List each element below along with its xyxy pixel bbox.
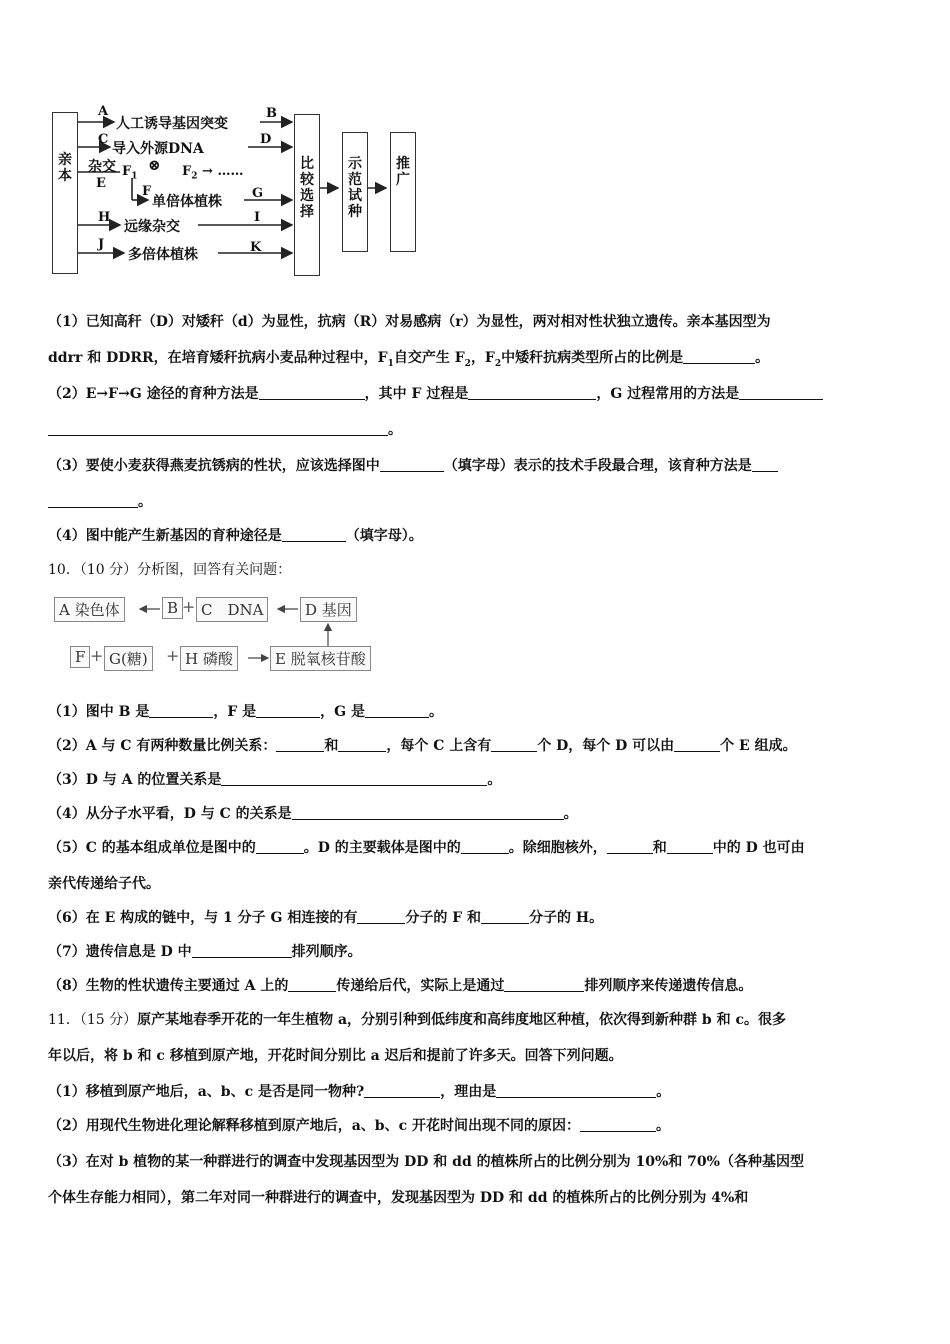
promote-box	[390, 132, 416, 252]
answer-blank[interactable]	[256, 703, 320, 718]
row-polyploid: 多倍体植株	[128, 247, 198, 263]
row-cross: 杂交	[88, 159, 116, 175]
q10-2: （2）A 与 C 有两种数量比例关系： 和 ，每个 C 上含有 个 D，每个 D 可以由 个 E 组成。	[48, 738, 797, 754]
q9-2-line1: （2）E→F→G 途径的育种方法是 ，其中 F 过程是 ，G 过程常用的方法是	[48, 384, 910, 404]
answer-blank[interactable]	[683, 349, 755, 364]
self-cross-symbol: ⊗	[148, 156, 161, 174]
promote-label: 推广	[396, 156, 410, 188]
q11-2: （2）用现代生物进化理论解释移植到原产地后，a、b、c 开花时间出现不同的原因： 。	[48, 1118, 670, 1134]
q10-4: （4）从分子水平看，D 与 C 的关系是 。	[48, 806, 578, 822]
box-a-chromosome: A 染色体	[54, 597, 125, 622]
row-distant-cross: 远缘杂交	[124, 219, 180, 235]
answer-blank[interactable]	[48, 421, 388, 436]
plus-sign: +	[182, 597, 196, 616]
box-b: B	[162, 597, 183, 619]
answer-blank[interactable]	[461, 839, 509, 854]
q11-3-line2: 个体生存能力相同），第二年对同一种群进行的调查中，发现基因型为 DD 和 dd 的植株所占的比例分别为 4%和	[48, 1190, 749, 1206]
answer-blank[interactable]	[491, 737, 537, 752]
breeding-diagram	[48, 100, 428, 280]
letter-e: E	[96, 176, 106, 191]
box-e-deoxynucleotide: E 脱氧核苷酸	[270, 646, 371, 671]
answer-blank[interactable]	[288, 977, 336, 992]
dna-relationship-diagram	[52, 592, 392, 674]
answer-blank[interactable]	[380, 457, 444, 472]
answer-blank[interactable]	[667, 839, 713, 854]
parent-label: 亲本	[58, 152, 72, 184]
letter-g: G	[252, 186, 264, 201]
box-d-gene: D 基因	[300, 597, 357, 622]
letter-d: D	[260, 132, 272, 147]
answer-blank[interactable]	[259, 385, 365, 400]
box-c-dna: C DNA	[196, 597, 268, 622]
answer-blank[interactable]	[496, 1083, 656, 1098]
answer-blank[interactable]	[607, 839, 653, 854]
answer-blank[interactable]	[221, 771, 487, 786]
letter-i: I	[254, 210, 261, 225]
answer-blank[interactable]	[338, 737, 386, 752]
letter-c: C	[98, 132, 109, 147]
answer-blank[interactable]	[149, 703, 213, 718]
letter-f: F	[142, 184, 152, 199]
answer-blank[interactable]	[752, 457, 778, 472]
q9-2-line2: 。	[48, 420, 910, 440]
answer-blank[interactable]	[282, 527, 346, 542]
q10-5: （5）C 的基本组成单位是图中的 。D 的主要载体是图中的 。除细胞核外， 和 中的 D 也可由	[48, 840, 805, 856]
answer-blank[interactable]	[276, 737, 324, 752]
letter-j: J	[98, 237, 105, 252]
box-f: F	[70, 646, 90, 668]
q10-1: （1）图中 B 是 ，F 是 ，G 是 。	[48, 704, 443, 720]
answer-blank[interactable]	[739, 385, 823, 400]
row-haploid: 单倍体植株	[152, 194, 222, 210]
answer-blank[interactable]	[256, 839, 304, 854]
box-g-sugar: G(糖)	[104, 646, 153, 671]
q10-3: （3）D 与 A 的位置关系是 。	[48, 772, 502, 788]
q10-heading: 10．（10 分）分析图，回答有关问题：	[48, 562, 292, 578]
compare-label: 比较选择	[300, 156, 314, 220]
q10-5-cont: 亲代传递给子代。	[48, 876, 160, 892]
q9-3-line2: 。	[48, 492, 910, 512]
answer-blank[interactable]	[357, 909, 405, 924]
q10-6: （6）在 E 构成的链中，与 1 分子 G 相连接的有 分子的 F 和 分子的 H。	[48, 910, 604, 926]
answer-blank[interactable]	[48, 493, 138, 508]
demo-label: 示范试种	[348, 156, 362, 220]
row-f2: $F_2$ → ……	[182, 164, 244, 182]
row-f1: $F_1$	[122, 164, 138, 182]
q11-heading-line2: 年以后，将 b 和 c 移植到原产地，开花时间分别比 a 迟后和提前了许多天。回答下列问题。	[48, 1048, 623, 1064]
q11-1: （1）移植到原产地后，a、b、c 是否是同一物种? ，理由是 。	[48, 1084, 671, 1100]
plus-sign: +	[166, 646, 180, 665]
q9-1-line1: （1）已知高秆（D）对矮秆（d）为显性，抗病（R）对易感病（r）为显性，两对相对性状独立遗传。亲本基因型为	[48, 314, 771, 330]
answer-blank[interactable]	[365, 703, 429, 718]
answer-blank[interactable]	[674, 737, 720, 752]
answer-blank[interactable]	[504, 977, 584, 992]
answer-blank[interactable]	[481, 909, 529, 924]
box-h-phosphate: H 磷酸	[180, 646, 238, 671]
answer-blank[interactable]	[292, 805, 564, 820]
letter-a: A	[98, 104, 109, 119]
q11-3-line1: （3）在对 b 植物的某一种群进行的调查中发现基因型为 DD 和 dd 的植株所占的比例分别为 10%和 70%（各种基因型	[48, 1154, 804, 1170]
letter-h: H	[98, 210, 111, 225]
letter-b: B	[266, 106, 277, 121]
row-foreign-dna: 导入外源DNA	[112, 141, 204, 157]
q9-1-line2: ddrr 和 DDRR，在培育矮秆抗病小麦品种过程中，$F_1$自交产生 $F_2$，$F_2$中矮秆抗病类型所占的比例是 。	[48, 350, 770, 369]
letter-k: K	[250, 240, 262, 255]
row-mutation: 人工诱导基因突变	[116, 116, 228, 132]
q9-4: （4）图中能产生新基因的育种途径是 （填字母）。	[48, 528, 423, 544]
answer-blank[interactable]	[580, 1117, 656, 1132]
answer-blank[interactable]	[468, 385, 596, 400]
parent-box	[52, 112, 78, 274]
q9-3-line1: （3）要使小麦获得燕麦抗锈病的性状，应该选择图中 （填字母）表示的技术手段最合理，该育种方法是	[48, 456, 910, 476]
plus-sign: +	[90, 646, 104, 665]
q10-7: （7）遗传信息是 D 中 排列顺序。	[48, 944, 362, 960]
answer-blank[interactable]	[364, 1083, 440, 1098]
q11-heading-line1: 11．（15 分）原产某地春季开花的一年生植物 a，分别引种到低纬度和高纬度地区种植，依次得到新种群 b 和 c。很多	[48, 1012, 786, 1028]
answer-blank[interactable]	[192, 943, 292, 958]
q10-8: （8）生物的性状遗传主要通过 A 上的 传递给后代，实际上是通过 排列顺序来传递遗传信息。	[48, 978, 753, 994]
